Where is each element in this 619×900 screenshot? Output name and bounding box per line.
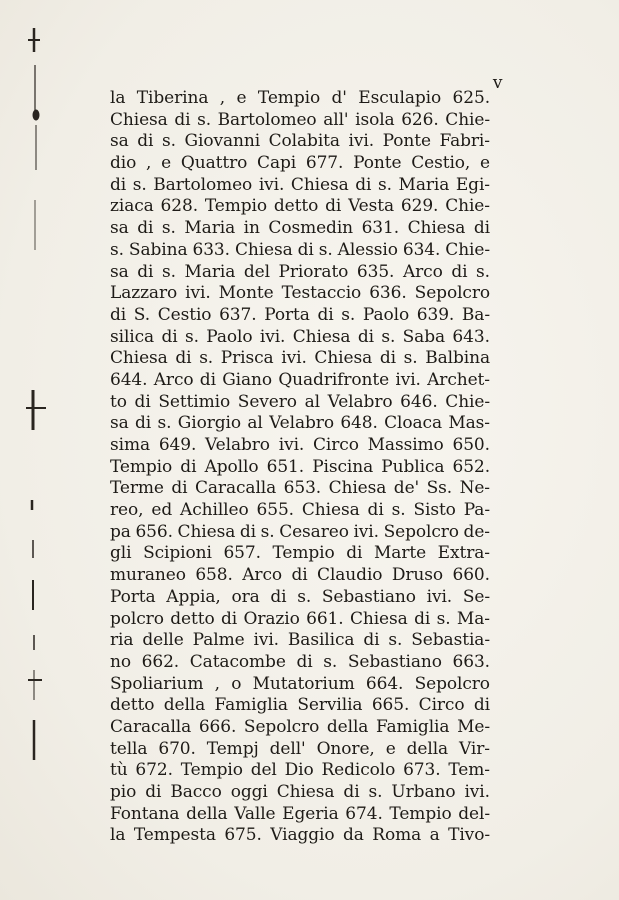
text-line: pa 656. Chiesa di s. Cesareo ivi. Sepolcro de-: [110, 521, 490, 542]
text-line: sa di s. Maria in Cosmedin 631. Chiesa di: [110, 218, 490, 239]
text-line: tella 670. Tempj dell' Onore, e della Vir-: [110, 738, 490, 759]
text-line: Fontana della Valle Egeria 674. Tempio del-: [110, 803, 490, 824]
text-line: tù 672. Tempio del Dio Redicolo 673. Tem-: [110, 760, 490, 781]
text-line: Porta Appia, ora di s. Sebastiano ivi. Se-: [110, 586, 490, 607]
text-line: silica di s. Paolo ivi. Chiesa di s. Saba 643.: [110, 326, 490, 347]
text-line: Lazzaro ivi. Monte Testaccio 636. Sepolcro: [110, 283, 490, 304]
text-line: sa di s. Giorgio al Velabro 648. Cloaca Mas-: [110, 413, 490, 434]
text-line: Spoliarium , o Mutatorium 664. Sepolcro: [110, 673, 490, 694]
text-line: Terme di Caracalla 653. Chiesa de' Ss. Ne-: [110, 478, 490, 499]
text-line: di S. Cestio 637. Porta di s. Paolo 639. Ba-: [110, 304, 490, 325]
text-line: reo, ed Achilleo 655. Chiesa di s. Sisto Pa-: [110, 500, 490, 521]
text-line: Chiesa di s. Bartolomeo all' isola 626. Chie-: [110, 109, 490, 130]
text-line: to di Settimio Severo al Velabro 646. Chie-: [110, 391, 490, 412]
page-body-text: [110, 88, 490, 847]
text-line: muraneo 658. Arco di Claudio Druso 660.: [110, 565, 490, 586]
text-line: ria delle Palme ivi. Basilica di s. Sebastia-: [110, 630, 490, 651]
text-line: pio di Bacco oggi Chiesa di s. Urbano ivi.: [110, 782, 490, 802]
text-line: ziaca 628. Tempio detto di Vesta 629. Chie-: [110, 196, 490, 217]
text-line: gli Scipioni 657. Tempio di Marte Extra-: [110, 543, 490, 564]
text-line: sa di s. Maria del Priorato 635. Arco di s.: [110, 261, 490, 282]
text-line: 644. Arco di Giano Quadrifronte ivi. Archet-: [110, 369, 490, 390]
text-line: detto della Famiglia Servilia 665. Circo di: [110, 695, 490, 716]
signature-mark: v: [492, 73, 503, 93]
text-line: sa di s. Giovanni Colabita ivi. Ponte Fabri-: [110, 131, 490, 152]
text-line: no 662. Catacombe di s. Sebastiano 663.: [110, 651, 490, 672]
text-line: Tempio di Apollo 651. Piscina Publica 652.: [110, 456, 490, 477]
text-line: la Tempesta 675. Viaggio da Roma a Tivo-: [110, 825, 490, 846]
text-line: dio , e Quattro Capi 677. Ponte Cestio, e: [110, 153, 490, 174]
text-line: polcro detto di Orazio 661. Chiesa di s. Ma-: [110, 608, 490, 629]
binding-stitches-icon: [18, 10, 58, 890]
text-line: s. Sabina 633. Chiesa di s. Alessio 634. Chie-: [110, 239, 490, 260]
text-line: Chiesa di s. Prisca ivi. Chiesa di s. Balbina: [110, 348, 490, 369]
text-line: Caracalla 666. Sepolcro della Famiglia Me-: [110, 716, 490, 737]
text-line: di s. Bartolomeo ivi. Chiesa di s. Maria Egi-: [110, 174, 490, 195]
text-line: la Tiberina , e Tempio d' Esculapio 625.: [110, 88, 490, 108]
binding-gutter: [18, 10, 58, 890]
text-line: sima 649. Velabro ivi. Circo Massimo 650.: [110, 435, 490, 455]
